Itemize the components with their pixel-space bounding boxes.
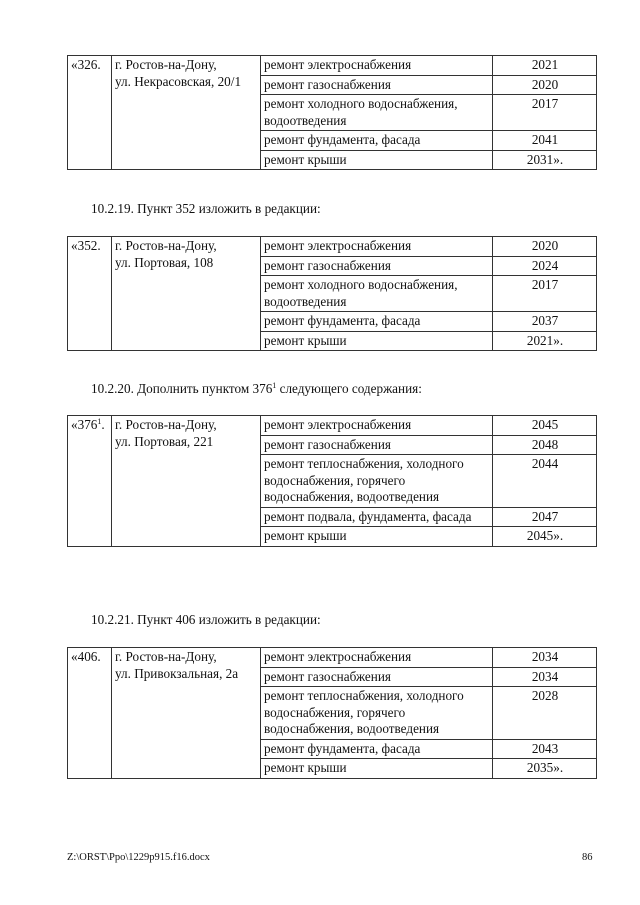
year-cell: 2021 — [493, 56, 597, 76]
superscript-index: 1 — [272, 381, 277, 390]
work-type-cell: ремонт крыши — [261, 527, 493, 547]
work-type-cell: ремонт фундамента, фасада — [261, 131, 493, 151]
year-cell: 2041 — [493, 131, 597, 151]
work-type-cell: ремонт холодного водоснабжения, водоотведения — [261, 276, 493, 312]
work-type-cell: ремонт фундамента, фасада — [261, 312, 493, 332]
year-cell: 2020 — [493, 237, 597, 257]
work-type-cell: ремонт холодного водоснабжения, водоотведения — [261, 95, 493, 131]
year-cell: 2028 — [493, 687, 597, 740]
work-type-cell: ремонт крыши — [261, 331, 493, 351]
table-row — [68, 56, 597, 76]
work-type-cell: ремонт газоснабжения — [261, 75, 493, 95]
table-row — [68, 237, 597, 257]
amendment-paragraph: 10.2.19. Пункт 352 изложить в редакции: — [91, 201, 321, 216]
footer-page-number: 86 — [582, 852, 593, 863]
work-type-cell: ремонт крыши — [261, 150, 493, 170]
item-number: «406. — [68, 648, 112, 779]
year-cell: 2045 — [493, 416, 597, 436]
work-type-cell: ремонт подвала, фундамента, фасада — [261, 507, 493, 527]
work-type-cell: ремонт электроснабжения — [261, 648, 493, 668]
housing-table-376-1 — [67, 415, 597, 547]
year-cell: 2037 — [493, 312, 597, 332]
year-cell: 2035». — [493, 759, 597, 779]
year-cell: 2024 — [493, 256, 597, 276]
work-type-cell: ремонт теплоснабжения, холодного водоснабжения, горячего водоснабжения, водоотведения — [261, 455, 493, 508]
year-cell: 2047 — [493, 507, 597, 527]
address-line: г. Ростов-на-Дону, — [115, 57, 217, 72]
address-cell — [112, 648, 261, 779]
year-cell: 2034 — [493, 648, 597, 668]
year-cell: 2020 — [493, 75, 597, 95]
address-line: ул. Некрасовская, 20/1 — [115, 73, 242, 89]
address-cell — [112, 416, 261, 547]
year-cell: 2043 — [493, 739, 597, 759]
work-type-cell: ремонт крыши — [261, 759, 493, 779]
year-cell: 2045». — [493, 527, 597, 547]
work-type-cell: ремонт электроснабжения — [261, 56, 493, 76]
work-type-cell: ремонт газоснабжения — [261, 256, 493, 276]
year-cell: 2021». — [493, 331, 597, 351]
item-number: «352. — [68, 237, 112, 351]
work-type-cell: ремонт электроснабжения — [261, 237, 493, 257]
address-cell — [112, 237, 261, 351]
address-line: г. Ростов-на-Дону, — [115, 417, 217, 432]
address-cell — [112, 56, 261, 170]
work-type-cell: ремонт фундамента, фасада — [261, 739, 493, 759]
item-number-tail: . — [101, 417, 105, 432]
item-number-text: «376 — [71, 417, 98, 432]
work-type-cell: ремонт электроснабжения — [261, 416, 493, 436]
amendment-paragraph — [91, 381, 422, 397]
footer-file-path: Z:\ORST\Ppo\1229p915.f16.docx — [67, 852, 210, 863]
paragraph-text: следующего содержания: — [276, 381, 422, 396]
item-number — [68, 416, 112, 547]
year-cell: 2031». — [493, 150, 597, 170]
year-cell: 2048 — [493, 435, 597, 455]
year-cell: 2017 — [493, 95, 597, 131]
address-line: г. Ростов-на-Дону, — [115, 649, 217, 664]
work-type-cell: ремонт газоснабжения — [261, 435, 493, 455]
housing-table-406 — [67, 647, 597, 779]
work-type-cell: ремонт газоснабжения — [261, 667, 493, 687]
year-cell: 2034 — [493, 667, 597, 687]
address-line: г. Ростов-на-Дону, — [115, 238, 217, 253]
housing-table-352 — [67, 236, 597, 351]
table-row — [68, 416, 597, 436]
year-cell: 2044 — [493, 455, 597, 508]
table-row — [68, 648, 597, 668]
address-line: ул. Портовая, 108 — [115, 254, 214, 270]
address-line: ул. Привокзальная, 2а — [115, 665, 239, 681]
amendment-paragraph: 10.2.21. Пункт 406 изложить в редакции: — [91, 612, 321, 627]
work-type-cell: ремонт теплоснабжения, холодного водоснабжения, горячего водоснабжения, водоотведения — [261, 687, 493, 740]
superscript-index: 1 — [97, 417, 102, 426]
housing-table-326 — [67, 55, 597, 170]
item-number: «326. — [68, 56, 112, 170]
paragraph-text: 10.2.20. Дополнить пунктом 376 — [91, 381, 273, 396]
address-line: ул. Портовая, 221 — [115, 433, 214, 449]
year-cell: 2017 — [493, 276, 597, 312]
